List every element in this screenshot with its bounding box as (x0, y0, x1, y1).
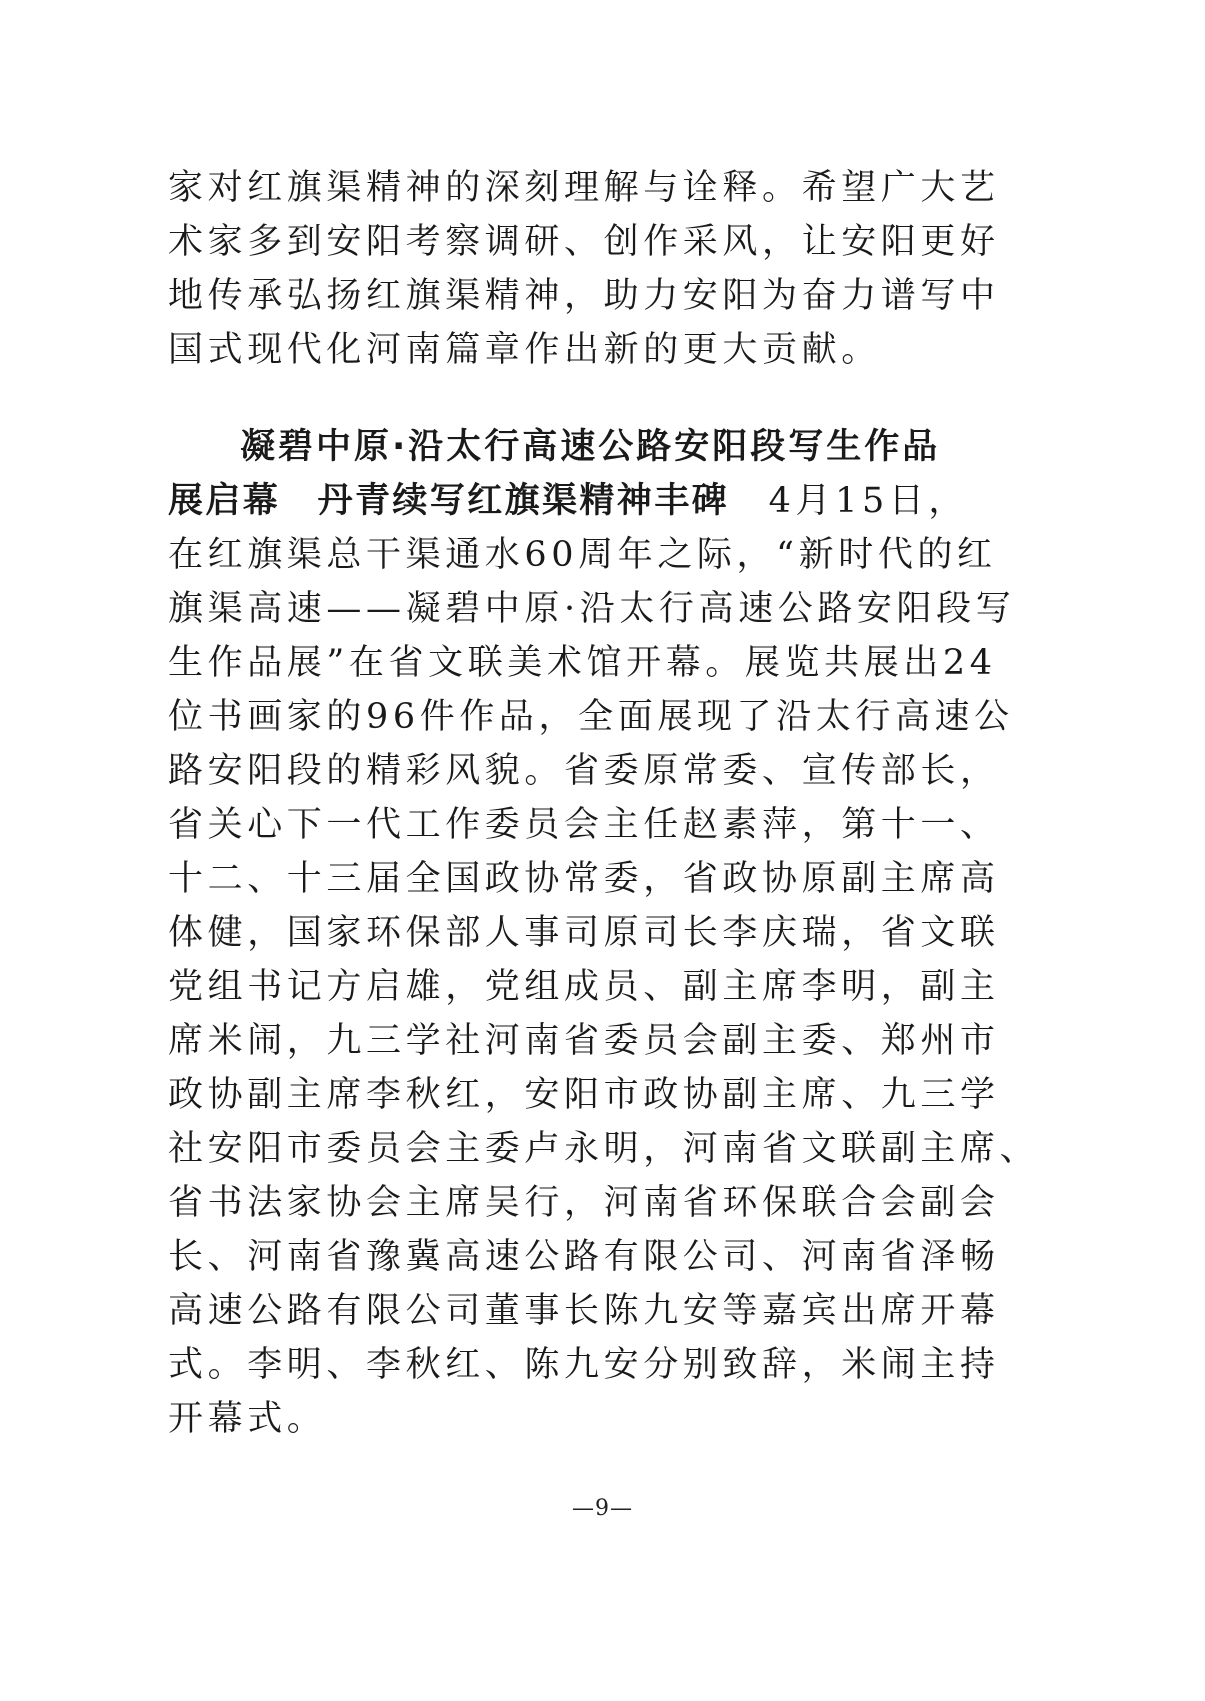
body-text-line: 十二、十三届全国政协常委，省政协原副主席高 (168, 859, 1000, 899)
body-text-line: 地传承弘扬红旗渠精神，助力安阳为奋力谱写中 (168, 276, 1000, 316)
body-text-line: 社安阳市委员会主委卢永明，河南省文联副主席、 (168, 1129, 1040, 1169)
body-text-line: 长、河南省豫冀高速公路有限公司、河南省泽畅 (168, 1237, 1000, 1277)
body-text-line: 术家多到安阳考察调研、创作采风，让安阳更好 (168, 222, 1000, 262)
section-headline-line2 (168, 481, 969, 521)
section-headline: 凝碧中原·沿太行高速公路安阳段写生作品 (240, 427, 941, 467)
body-text-line: 旗渠高速——凝碧中原·沿太行高速公路安阳段写 (168, 589, 1016, 629)
body-text-line: 式。李明、李秋红、陈九安分别致辞，米闹主持 (168, 1345, 1000, 1385)
body-text-line: 体健，国家环保部人事司原司长李庆瑞，省文联 (168, 913, 1000, 953)
body-text-line: 省书法家协会主席吴行，河南省环保联合会副会 (168, 1183, 1000, 1223)
body-text-line: 家对红旗渠精神的深刻理解与诠释。希望广大艺 (168, 168, 1000, 208)
section-headline-continued: 展启幕 丹青续写红旗渠精神丰碑 (168, 481, 730, 521)
body-text-line: 位书画家的96件作品，全面展现了沿太行高速公 (168, 697, 1014, 737)
body-text-line: 省关心下一代工作委员会主任赵素萍，第十一、 (168, 805, 1000, 845)
body-text-line: 开幕式。 (168, 1399, 327, 1439)
body-text-line: 政协副主席李秋红，安阳市政协副主席、九三学 (168, 1075, 1000, 1115)
body-text-line: 路安阳段的精彩风貌。省委原常委、宣传部长， (168, 751, 1000, 791)
body-text-line: 生作品展”在省文联美术馆开幕。展览共展出24 (168, 643, 997, 683)
body-text-date: 4月15日， (729, 481, 969, 521)
body-text-line: 席米闹，九三学社河南省委员会副主委、郑州市 (168, 1021, 1000, 1061)
body-text-line: 国式现代化河南篇章作出新的更大贡献。 (168, 330, 881, 370)
body-text-line: 高速公路有限公司董事长陈九安等嘉宾出席开幕 (168, 1291, 1000, 1331)
body-text-line: 在红旗渠总干渠通水60周年之际，“新时代的红 (168, 535, 997, 575)
page-number: —9— (572, 1496, 633, 1521)
body-text-line: 党组书记方启雄，党组成员、副主席李明，副主 (168, 967, 1000, 1007)
